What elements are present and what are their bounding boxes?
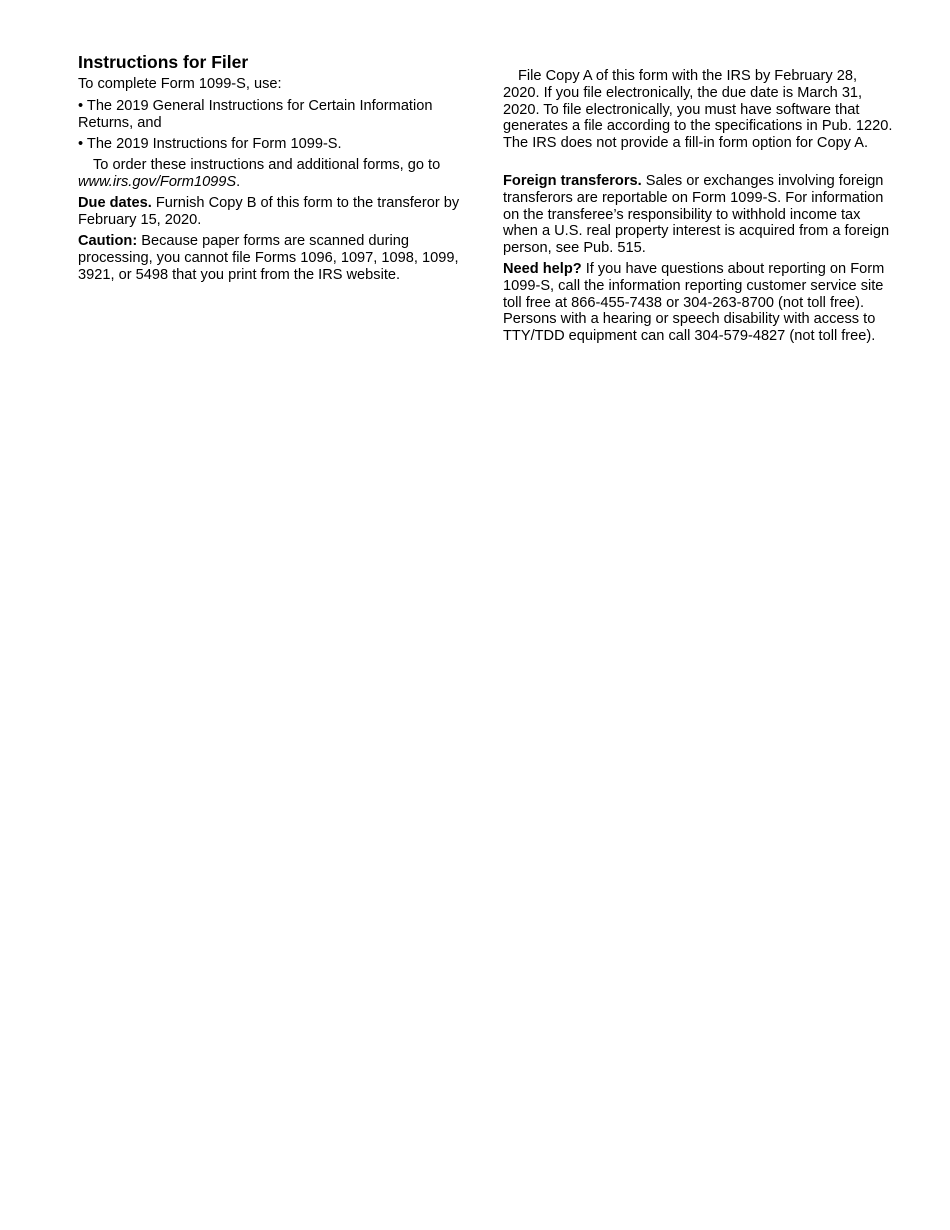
- caution-text: Because paper forms are scanned during processing, you cannot file Forms 1096, 1097, 1098, 1099, 3921, or 5498 that you print from the IRS website.: [78, 233, 459, 283]
- order-text: To order these instructions and additional forms, go to: [93, 157, 441, 173]
- bullet-form-instructions: • The 2019 Instructions for Form 1099-S.: [78, 136, 342, 152]
- foreign-transferors-label: Foreign transferors.: [503, 173, 642, 189]
- foreign-transferors-paragraph: [503, 173, 895, 257]
- caution-label: Caution:: [78, 233, 138, 249]
- order-paragraph: [78, 157, 473, 191]
- instructions-heading: Instructions for Filer: [78, 52, 249, 72]
- file-copy-paragraph: File Copy A of this form with the IRS by February 28, 2020. If you file electronically, the due date is March 31, 2020. To file electronically, you must have software that generates a file according to the specifications in Pub. 1220. The IRS does not provide a fill-in form option for Copy A.: [503, 68, 893, 152]
- caution-paragraph: [78, 233, 473, 283]
- foreign-transferors-text: Sales or exchanges involving foreign transferors are reportable on Form 1099-S. For information on the transferee’s responsibility to withhold income tax when a U.S. real property interest is acquired from a foreign person, see Pub. 515.: [503, 173, 890, 257]
- due-dates-paragraph: [78, 195, 473, 229]
- need-help-text: If you have questions about reporting on Form 1099-S, call the information reporting customer service site toll free at 866-455-7438 or 304-263-8700 (not toll free). Persons with a hearing or speech disability with access to TTY/TDD equipment can call 304-579-4827 (not toll free).: [503, 261, 885, 345]
- due-dates-label: Due dates.: [78, 195, 152, 211]
- order-period: .: [236, 173, 241, 190]
- bullet-general-instructions: • The 2019 General Instructions for Certain Information Returns, and: [78, 98, 433, 131]
- need-help-label: Need help?: [503, 261, 582, 277]
- due-dates-text: Furnish Copy B of this form to the transferor by February 15, 2020.: [78, 195, 460, 228]
- irs-form-link[interactable]: www.irs.gov/Form1099S: [78, 173, 237, 190]
- intro-text: To complete Form 1099-S, use:: [78, 76, 282, 92]
- need-help-paragraph: [503, 261, 895, 345]
